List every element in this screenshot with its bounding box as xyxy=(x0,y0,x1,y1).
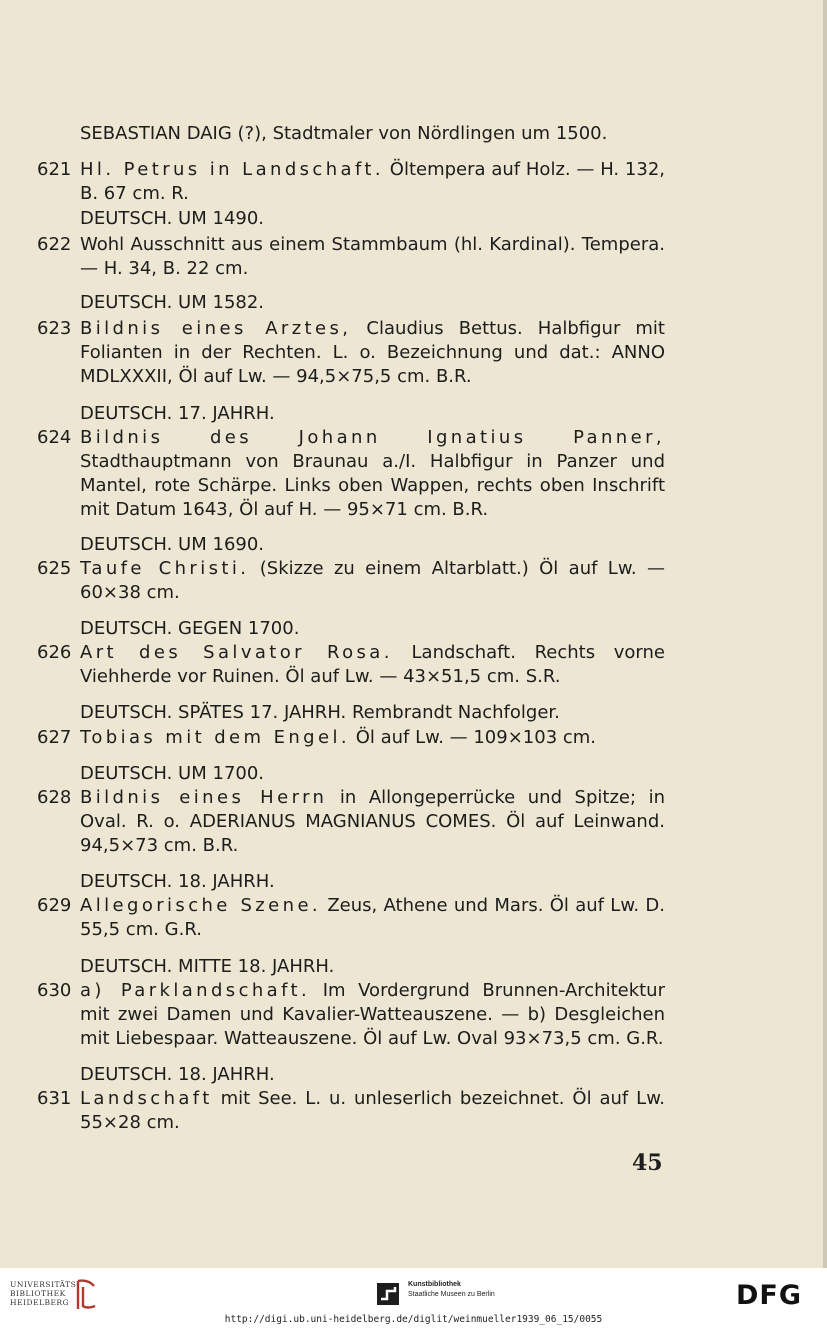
entry-number: 621 xyxy=(37,159,72,180)
page-number: 45 xyxy=(632,1150,663,1176)
section-heading: DEUTSCH. 18. JAHRH. xyxy=(80,1064,275,1085)
catalog-entry xyxy=(37,979,665,1051)
entry-text: Öl auf Lw. — 109×103 cm. xyxy=(349,727,597,748)
entry-number: 626 xyxy=(37,642,72,663)
entry-text: (Skizze zu einem Altarblatt.) Öl auf Lw. — 60×38 cm. xyxy=(80,558,665,603)
entry-title: a) Parklandschaft. xyxy=(80,980,311,1001)
university-line: HEIDELBERG xyxy=(10,1298,70,1307)
university-library-logo[interactable] xyxy=(10,1280,80,1307)
section-heading: SEBASTIAN DAIG (?), Stadtmaler von Nördlingen um 1500. xyxy=(80,123,608,144)
catalog-entry xyxy=(37,1087,665,1135)
entry-text: Landschaft. Rechts vorne Viehherde vor Ruinen. Öl auf Lw. — 43×51,5 cm. S.R. xyxy=(80,642,665,687)
entry-number: 630 xyxy=(37,980,72,1001)
entry-text: in Allongeperrücke und Spitze; in Oval. R. o. ADERIANUS MAGNIANUS COMES. Öl auf Leinwand. 94,5×73 cm. B.R. xyxy=(80,787,665,856)
entry-title: Tobias mit dem Engel. xyxy=(80,727,350,748)
digitization-footer xyxy=(0,1268,827,1329)
kunstbibliothek-logo-icon xyxy=(377,1283,399,1305)
catalog-entry xyxy=(37,426,665,522)
catalog-entry xyxy=(37,786,665,858)
entry-text: Wohl Ausschnitt aus einem Stammbaum (hl. Kardinal). Tempera. — H. 34, B. 22 cm. xyxy=(80,234,665,279)
section-heading: DEUTSCH. UM 1582. xyxy=(80,292,265,313)
section-heading: DEUTSCH. 18. JAHRH. xyxy=(80,871,275,892)
entry-number: 625 xyxy=(37,558,72,579)
entry-text: Öltempera auf Holz. — H. 132, B. 67 cm. R. xyxy=(80,159,665,204)
catalog-entry xyxy=(37,641,665,689)
page-edge xyxy=(823,0,827,1268)
entry-title: Hl. Petrus in Landschaft. xyxy=(80,159,384,180)
entry-text: Im Vordergrund Brunnen-Architektur mit zwei Damen und Kavalier-Watteauszene. — b) Desgleichen mit Liebespaar. Watteauszene. Öl auf Lw. Oval 93×73,5 cm. G.R. xyxy=(80,980,665,1049)
catalog-entry xyxy=(37,557,665,605)
entry-number: 627 xyxy=(37,727,72,748)
catalog-entry xyxy=(37,726,665,750)
catalog-entry xyxy=(37,894,665,942)
university-line: UNIVERSITÄTS- xyxy=(10,1280,80,1289)
entry-number: 631 xyxy=(37,1088,72,1109)
kunstbibliothek-name: Kunstbibliothek xyxy=(408,1281,461,1288)
catalog-entry xyxy=(37,158,665,206)
section-heading: DEUTSCH. GEGEN 1700. xyxy=(80,618,300,639)
entry-text: mit See. L. u. unleserlich bezeichnet. Öl auf Lw. 55×28 cm. xyxy=(80,1088,665,1133)
kunstbibliothek-subtitle: Staatliche Museen zu Berlin xyxy=(408,1291,495,1298)
section-heading: DEUTSCH. UM 1700. xyxy=(80,763,265,784)
entry-title: Bildnis des Johann Ignatius Panner, xyxy=(80,427,665,448)
entry-number: 624 xyxy=(37,427,72,448)
permalink-url[interactable]: http://digi.ub.uni-heidelberg.de/diglit/weinmueller1939_06_15/0055 xyxy=(224,1314,603,1325)
entry-text: Zeus, Athene und Mars. Öl auf Lw. D. 55,5 cm. G.R. xyxy=(80,895,665,940)
entry-title: Art des Salvator Rosa. xyxy=(80,642,393,663)
catalog-entry xyxy=(37,233,665,281)
catalog-entry xyxy=(37,317,665,389)
entry-text: Claudius Bettus. Halbfigur mit Folianten in der Rechten. L. o. Bezeichnung und dat.: ANNO MDLXXXII, Öl auf Lw. — 94,5×75,5 cm. B.R. xyxy=(80,318,665,387)
entry-title: Allegorische Szene. xyxy=(80,895,322,916)
section-heading: DEUTSCH. UM 1490. xyxy=(80,208,265,229)
section-heading: DEUTSCH. SPÄTES 17. JAHRH. Rembrandt Nachfolger. xyxy=(80,702,560,723)
entry-number: 622 xyxy=(37,234,72,255)
section-heading: DEUTSCH. UM 1690. xyxy=(80,534,265,555)
entry-number: 623 xyxy=(37,318,72,339)
entry-number: 628 xyxy=(37,787,72,808)
dfg-logo[interactable]: DFG xyxy=(736,1280,803,1311)
entry-number: 629 xyxy=(37,895,72,916)
entry-title: Taufe Christi. xyxy=(80,558,250,579)
entry-title: Bildnis eines Herrn xyxy=(80,787,328,808)
section-heading: DEUTSCH. 17. JAHRH. xyxy=(80,403,275,424)
entry-title: Landschaft xyxy=(80,1088,213,1109)
entry-text: Stadthauptmann von Braunau a./I. Halbfigur in Panzer und Mantel, rote Schärpe. Links oben Wappen, rechts oben Inschrift mit Datum 1643, Öl auf H. — 95×71 cm. B.R. xyxy=(80,451,665,520)
entry-title: Bildnis eines Arztes, xyxy=(80,318,352,339)
university-emblem-icon xyxy=(74,1278,100,1312)
university-line: BIBLIOTHEK xyxy=(10,1289,66,1298)
kunstbibliothek-logo[interactable] xyxy=(408,1280,495,1300)
section-heading: DEUTSCH. MITTE 18. JAHRH. xyxy=(80,956,335,977)
